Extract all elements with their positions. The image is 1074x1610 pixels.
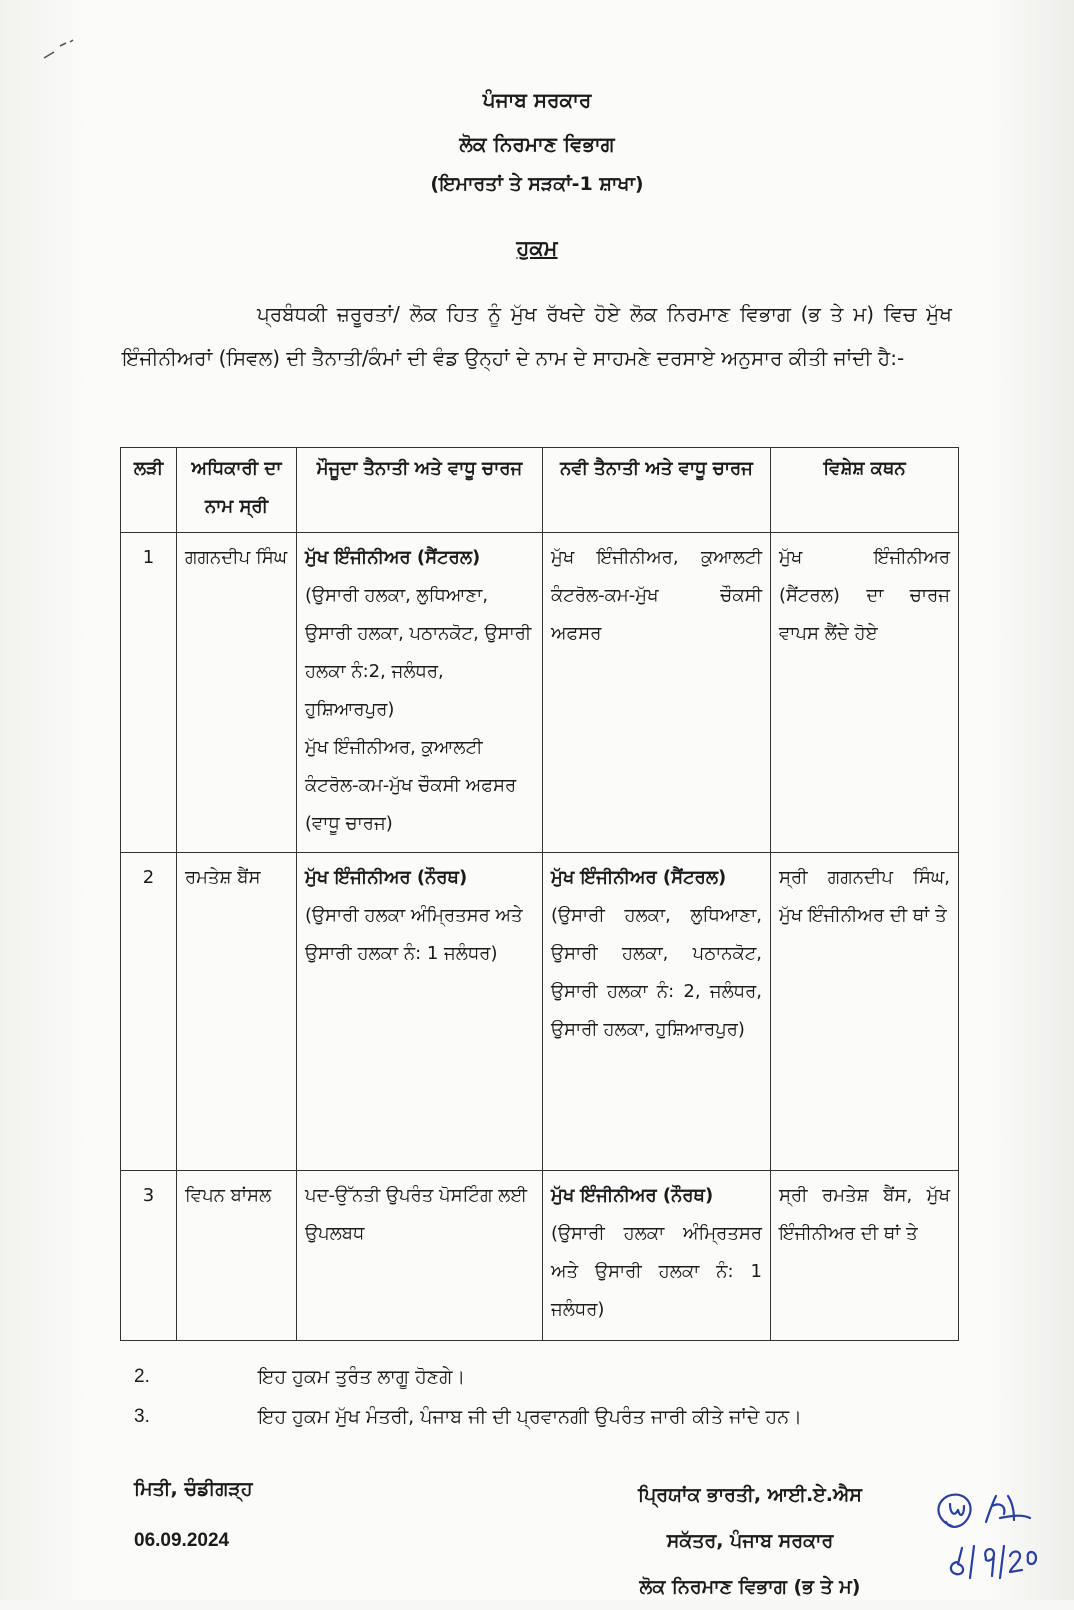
signatory-name: ਪ੍ਰਿਯਾਂਕ ਭਾਰਤੀ, ਆਈ.ਏ.ਐਸ bbox=[638, 1484, 862, 1506]
signatory-block bbox=[600, 1472, 900, 1610]
cell-sr: 2 bbox=[121, 853, 177, 1171]
new-detail: (ਉਸਾਰੀ ਹਲਕਾ ਅੰਮ੍ਰਿਤਸਰ ਅਤੇ ਉਸਾਰੀ ਹਲਕਾ ਨੰ: 1 ਜਲੰਧਰ) bbox=[551, 1223, 762, 1320]
handwritten-signature bbox=[930, 1488, 1050, 1584]
cell-name: ਰਮਤੇਸ਼ ਬੈਂਸ bbox=[177, 853, 297, 1171]
table-row bbox=[121, 1171, 959, 1341]
cell-remarks: ਸ੍ਰੀ ਗਗਨਦੀਪ ਸਿੰਘ, ਮੁੱਖ ਇੰਜੀਨੀਅਰ ਦੀ ਥਾਂ ਤੇ bbox=[771, 853, 959, 1171]
postings-table bbox=[120, 447, 959, 1341]
table-row bbox=[121, 533, 959, 853]
footnote-text: ਇਹ ਹੁਕਮ ਮੁੱਖ ਮੰਤਰੀ, ਪੰਜਾਬ ਜੀ ਦੀ ਪ੍ਰਵਾਨਗੀ ਉਪਰੰਤ ਜਾਰੀ ਕੀਤੇ ਜਾਂਦੇ ਹਨ। bbox=[258, 1406, 802, 1428]
header-government: ਪੰਜਾਬ ਸਰਕਾਰ bbox=[482, 88, 592, 112]
scan-speck-mark bbox=[40, 38, 80, 62]
cell-remarks: ਸ੍ਰੀ ਰਮਤੇਸ਼ ਬੈਂਸ, ਮੁੱਖ ਇੰਜੀਨੀਅਰ ਦੀ ਥਾਂ ਤੇ bbox=[771, 1171, 959, 1341]
cell-name: ਵਿਪਨ ਬਾਂਸਲ bbox=[177, 1171, 297, 1341]
current-title: ਮੁੱਖ ਇੰਜੀਨੀਅਰ (ਸੈਂਟਰਲ) bbox=[305, 547, 481, 568]
col-header-current: ਮੌਜੂਦਾ ਤੈਨਾਤੀ ਅਤੇ ਵਾਧੂ ਚਾਰਜ bbox=[297, 448, 543, 533]
cell-name: ਗਗਨਦੀਪ ਸਿੰਘ bbox=[177, 533, 297, 853]
col-header-sr: ਲੜੀ bbox=[121, 448, 177, 533]
intro-paragraph bbox=[122, 292, 952, 380]
col-header-name: ਅਧਿਕਾਰੀ ਦਾ ਨਾਮ ਸ੍ਰੀ bbox=[177, 448, 297, 533]
cell-sr: 1 bbox=[121, 533, 177, 853]
new-title: ਮੁੱਖ ਇੰਜੀਨੀਅਰ (ਨੌਰਥ) bbox=[551, 1185, 714, 1206]
cell-new bbox=[543, 533, 771, 853]
current-detail: (ਉਸਾਰੀ ਹਲਕਾ ਅੰਮ੍ਰਿਤਸਰ ਅਤੇ ਉਸਾਰੀ ਹਲਕਾ ਨੰ: 1 ਜਲੰਧਰ) bbox=[305, 905, 523, 964]
signatory-department: ਲੋਕ ਨਿਰਮਾਣ ਵਿਭਾਗ (ਭ ਤੇ ਮ) bbox=[639, 1576, 861, 1598]
footnote-number: 2. bbox=[134, 1366, 150, 1387]
current-detail: ਪਦ-ਉੱਨਤੀ ਉਪਰੰਤ ਪੋਸਟਿੰਗ ਲਈ ਉਪਲਬਧ bbox=[305, 1185, 528, 1244]
cell-new bbox=[543, 1171, 771, 1341]
header-branch: (ਇਮਾਰਤਾਂ ਤੇ ਸੜਕਾਂ-1 ਸ਼ਾਖਾ) bbox=[430, 173, 644, 195]
order-title bbox=[0, 236, 1074, 261]
new-title: ਮੁੱਖ ਇੰਜੀਨੀਅਰ (ਸੈਂਟਰਲ) bbox=[551, 867, 727, 888]
new-detail: (ਉਸਾਰੀ ਹਲਕਾ, ਲੁਧਿਆਣਾ, ਉਸਾਰੀ ਹਲਕਾ, ਪਠਾਨਕੋਟ, ਉਸਾਰੀ ਹਲਕਾ ਨੰ: 2, ਜਲੰਧਰ, ਉਸਾਰੀ ਹਲਕਾ, ਹੁਸ਼ਿਆਰਪੁਰ) bbox=[551, 905, 762, 1040]
footnote-number: 3. bbox=[134, 1406, 150, 1427]
cell-current bbox=[297, 533, 543, 853]
cell-remarks: ਮੁੱਖ ਇੰਜੀਨੀਅਰ (ਸੈਂਟਰਲ) ਦਾ ਚਾਰਜ ਵਾਪਸ ਲੈਂਦੇ ਹੋਏ bbox=[771, 533, 959, 853]
col-header-remarks: ਵਿਸ਼ੇਸ਼ ਕਥਨ bbox=[771, 448, 959, 533]
cell-new bbox=[543, 853, 771, 1171]
cell-current bbox=[297, 1171, 543, 1341]
current-detail: (ਉਸਾਰੀ ਹਲਕਾ, ਲੁਧਿਆਣਾ, ਉਸਾਰੀ ਹਲਕਾ, ਪਠਾਨਕੋਟ, ਉਸਾਰੀ ਹਲਕਾ ਨੰ:2, ਜਲੰਧਰ, ਹੁਸ਼ਿਆਰਪੁਰ) bbox=[305, 585, 532, 720]
col-header-new: ਨਵੀ ਤੈਨਾਤੀ ਅਤੇ ਵਾਧੂ ਚਾਰਜ bbox=[543, 448, 771, 533]
issue-date: 06.09.2024 bbox=[134, 1530, 230, 1551]
cell-current bbox=[297, 853, 543, 1171]
intro-text: ਪ੍ਰਬੰਧਕੀ ਜ਼ਰੂਰਤਾਂ/ ਲੋਕ ਹਿਤ ਨੂੰ ਮੁੱਖ ਰੱਖਦੇ ਹੋਏ ਲੋਕ ਨਿਰਮਾਣ ਵਿਭਾਗ (ਭ ਤੇ ਮ) ਵਿਚ ਮੁੱਖ ਇੰਜੀਨੀਅਰਾਂ (ਸਿਵਲ) ਦੀ ਤੈਨਾਤੀ/ਕੰਮਾਂ ਦੀ ਵੰਡ ਉਨ੍ਹਾਂ ਦੇ ਨਾਮ ਦੇ ਸਾਹਮਣੇ ਦਰਸਾਏ ਅਨੁਸਾਰ ਕੀਤੀ ਜਾਂਦੀ ਹੈ:- bbox=[122, 302, 952, 370]
order-title-text: ਹੁਕਮ bbox=[516, 236, 558, 260]
footnote-text: ਇਹ ਹੁਕਮ ਤੁਰੰਤ ਲਾਗੂ ਹੋਣਗੇ। bbox=[258, 1366, 466, 1388]
date-block bbox=[134, 1478, 253, 1551]
date-place: ਮਿਤੀ, ਚੰਡੀਗੜ੍ਹ bbox=[134, 1478, 253, 1500]
table-row bbox=[121, 853, 959, 1171]
cell-sr: 3 bbox=[121, 1171, 177, 1341]
table-header-row bbox=[121, 448, 959, 533]
current-extra: ਮੁੱਖ ਇੰਜੀਨੀਅਰ, ਕੁਆਲਟੀ ਕੰਟਰੋਲ-ਕਮ-ਮੁੱਖ ਚੌਕਸੀ ਅਫਸਰ (ਵਾਧੂ ਚਾਰਜ) bbox=[305, 737, 517, 834]
signatory-designation: ਸਕੱਤਰ, ਪੰਜਾਬ ਸਰਕਾਰ bbox=[666, 1530, 834, 1552]
current-title: ਮੁੱਖ ਇੰਜੀਨੀਅਰ (ਨੌਰਥ) bbox=[305, 867, 468, 888]
new-detail: ਮੁੱਖ ਇੰਜੀਨੀਅਰ, ਕੁਆਲਟੀ ਕੰਟਰੋਲ-ਕਮ-ਮੁੱਖ ਚੌਕਸੀ ਅਫਸਰ bbox=[551, 547, 762, 644]
header-department: ਲੋਕ ਨਿਰਮਾਣ ਵਿਭਾਗ bbox=[459, 132, 615, 156]
